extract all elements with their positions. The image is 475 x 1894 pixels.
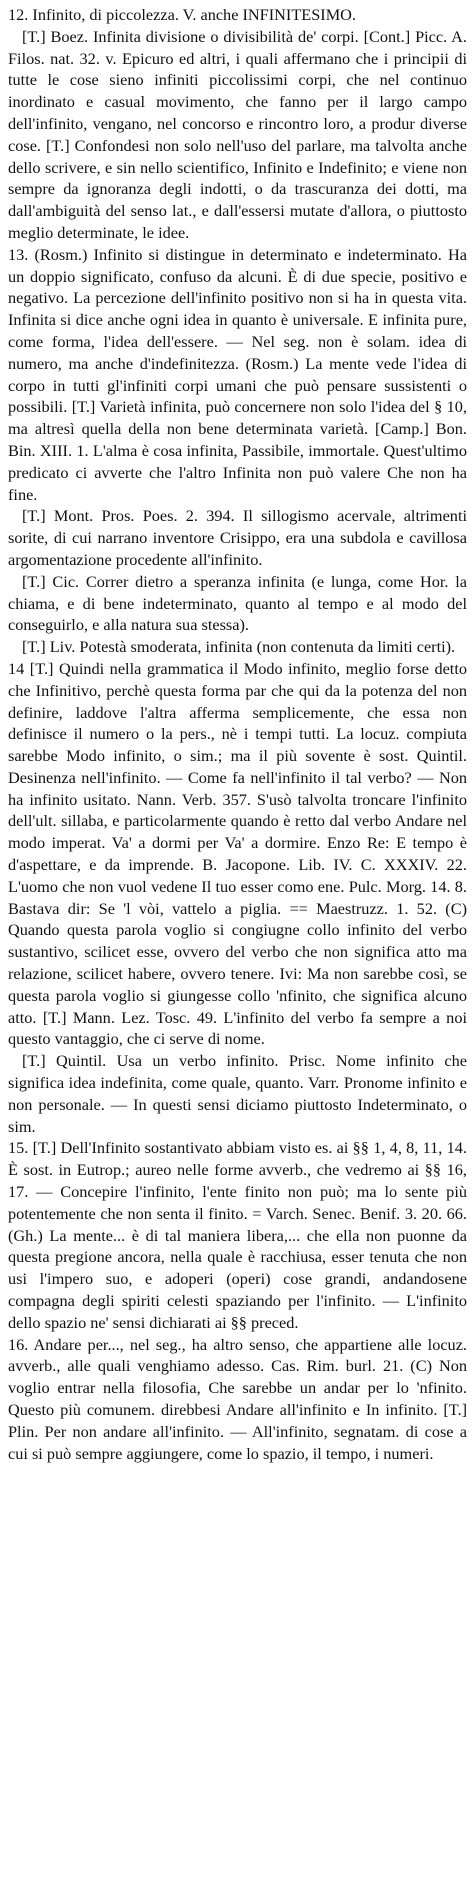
- entry-13-mont: [T.] Mont. Pros. Poes. 2. 394. Il sillogismo acervale, altrimenti sorite, di cui narrano inventore Crisippo, era una subdola e cavillosa argomentazione procedente all'infinito.: [8, 506, 467, 569]
- entry-13-cic: [T.] Cic. Correr dietro a speranza infinita (e lunga, come Hor. la chiama, e di bene indeterminato, quanto al tempo e al modo del conseguirlo, e alla natura sua stessa).: [8, 571, 467, 635]
- entry-12-citations: [T.] Boez. Infinita divisione o divisibilità de' corpi. [Cont.] Picc. A. Filos. nat. 32. v. Epicuro ed altri, i quali affermano che i principii di tutte le cose sieno infiniti piccolissimi corpi, che nel continuo inordinato e casual movimento, che fanno per il largo campo dell'infinito, vengano, nel concorso e rincontro loro, a produr diverse cose. [T.] Confondesi non solo nell'uso del parlare, ma talvolta anche dello scrivere, e sin nello scientifico, Infinito e Indefinito; e viene non sempre da ignoranza degli indotti, o da trascuranza dei dotti, ma dall'ambiguità del senso lat., e dall'essersi mutate d'allora, o piuttosto meglio determinate, le idee.: [8, 26, 467, 242]
- entry-12: 12. Infinito, di piccolezza. V. anche INFINITESIMO.: [8, 5, 357, 24]
- entry-14-quintil: [T.] Quintil. Usa un verbo infinito. Prisc. Nome infinito che significa idea indefinita, come quale, quanto. Varr. Pronome infinito e non personale. — In questi sensi diciamo piuttosto Indeterminato, o sim.: [8, 1051, 467, 1136]
- entry-15: 15. [T.] Dell'Infinito sostantivato abbiam visto es. ai §§ 1, 4, 8, 11, 14. È sost. in Eutrop.; aureo nelle forme avverb., che vedremo ai §§ 16, 17. — Concepire l'infinito, l'ente finito non può; ma lo sente più potentemente che non senta il finito. = Varch. Senec. Benif. 3. 20. 66. (Gh.) La mente... è di tal maniera libera,... che ella non puonne da questa pregione ancora, nella quale è racchiusa, esser tenuta che non usi l'impero suo, e adoperi (operi) cose grandi, andandosene compagna degli spiriti celesti spaziando per l'infinito. — L'infinito dello spazio ne' sensi dichiarati ai §§ preced.: [8, 1138, 467, 1332]
- entry-13: 13. (Rosm.) Infinito si distingue in determinato e indeterminato. Ha un doppio significato, confuso da alcuni. È di due specie, positivo e negativo. La percezione dell'infinito positivo non si ha in questa vita. Infinita si dice anche ogni idea in quanto è universale. E infinita pure, come forma, l'idea dell'essere. — Nel seg. non è solam. idea di numero, ma anche d'indefinitezza. (Rosm.) La mente vede l'idea di corpo in tutti gl'infiniti corpi umani che può pensare sussistenti o possibili. [T.] Varietà infinita, può concernere non solo l'idea del § 10, ma altresì quella della non bene determinata varietà. [Camp.] Bon. Bin. XIII. 1. L'alma è cosa infinita, Passibile, immortale. Quest'ultimo predicato ci avverte che l'altro Infinita non può valere Che non ha fine.: [8, 244, 467, 504]
- entry-13-liv: [T.] Liv. Potestà smoderata, infinita (non contenuta da limiti certi).: [22, 637, 456, 657]
- entry-16: 16. Andare per..., nel seg., ha altro senso, che appartiene alle locuz. avverb., alle quali venghiamo adesso. Cas. Rim. burl. 21. (C) Non voglio entrar nella filosofia, Che sarebbe un andar per lo 'nfinito. Questo più comunem. direbbesi Andare all'infinito e In infinito. [T.] Plin. Per non andare all'infinito. — All'infinito, segnatam. di cose a cui si può sempre aggiungere, come lo spazio, il tempo, i numeri.: [8, 1334, 467, 1463]
- entry-14: 14 [T.] Quindi nella grammatica il Modo infinito, meglio forse detto che Infinitivo, perchè questa forma par che qui da la potenza del non definire, laddove l'altra afferma semplicemente, che essa non definisce il numero o la pers., nè i tempi tutti. La locuz. compiuta sarebbe Modo infinito, o sim.; ma il più sovente è sost. Quintil. Desinenza nell'infinito. — Come fa nell'infinito il tal verbo? — Non ha infinito usitato. Nann. Verb. 357. S'usò talvolta troncare l'infinito dell'ult. sillaba, e particolarmente quando è retto dal verbo Andare nel modo imperat. Va' a dormi per Va' a dormire. Enzo Re: E tempo è d'aspettare, e da imprende. B. Jacopone. Lib. IV. C. XXXIV. 22. L'uomo che non vuol vedene Il tuo esser como ene. Pulc. Morg. 14. 8. Bastava dir: Se 'l vòi, vattelo a piglia. == Maestruzz. 1. 52. (C) Quando questa parola voglio si congiugne collo infinito del verbo sustantivo, scilicet esse, ovvero del verbo che non significa atto ma relazione, scilicet habere, ovvero tenere. Ivi: Ma non sarebbe così, se questa parola voglio si giungesse collo 'nfinito, che significa alcuno atto. [T.] Mann. Lez. Tosc. 49. L'infinito del verbo fa sempre a noi questo vantaggio, che ci serve di nome.: [8, 658, 467, 1049]
